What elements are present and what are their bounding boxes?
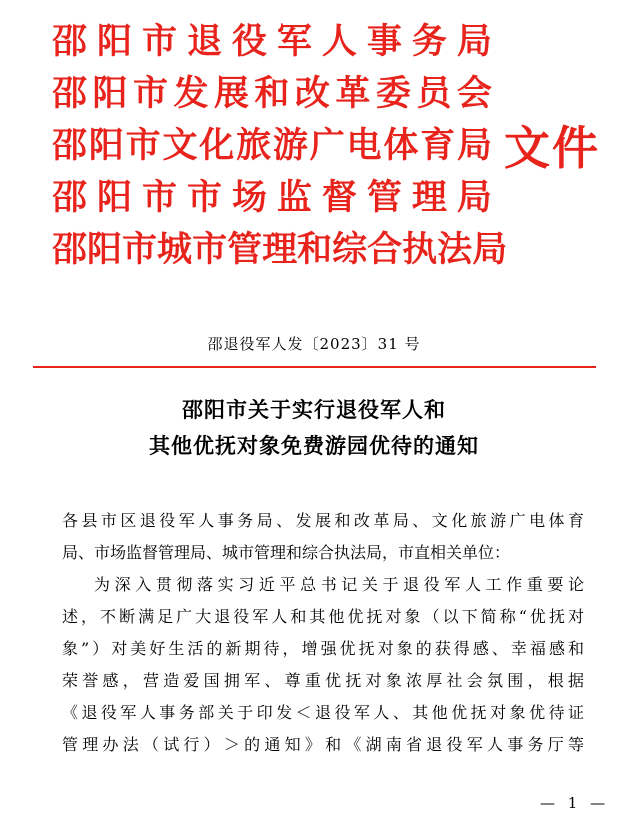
- issuer-culture-tourism: 邵 阳 市 文 化 旅 游 广 电 体 育 局: [52, 125, 492, 166]
- paragraph-line-4: 荣誉感，营造爱国拥军、尊重优抚对象浓厚社会氛围，根据: [62, 671, 584, 690]
- issuing-agencies: [52, 16, 508, 276]
- document-number: 邵退役军人发〔2023〕31 号: [207, 335, 421, 353]
- addressee-line-1: 各县市区退役军人事务局、发展和改革局、文化旅游广电体育: [62, 511, 584, 530]
- addressee-line-2: 局、市场监督管理局、城市管理和综合执法局，市直相关单位：: [62, 543, 511, 562]
- issuer-urban-management: 邵 阳 市 城 市 管 理 和 综 合 执 法 局: [52, 229, 508, 270]
- paragraph-line-2: 述，不断满足广大退役军人和其他优抚对象（以下简称“优抚对: [62, 607, 584, 626]
- title-line-2: 其他优抚对象免费游园优待的通知: [149, 433, 479, 458]
- issuer-veterans-affairs: 邵 阳 市 退 役 军 人 事 务 局: [52, 21, 492, 62]
- paragraph-line-3: 象”）对美好生活的新期待，增强优抚对象的获得感、幸福感和: [62, 639, 584, 658]
- red-divider-line: [33, 366, 596, 368]
- page-number: — 1 —: [540, 794, 610, 812]
- document-type-label: 文件: [504, 121, 600, 175]
- paragraph-line-1: 为深入贯彻落实习近平总书记关于退役军人工作重要论: [94, 575, 584, 594]
- paragraph-line-5: 《退役军人事务部关于印发＜退役军人、其他优抚对象优待证: [62, 703, 584, 722]
- document-title: [0, 392, 628, 464]
- document-body: [62, 505, 584, 761]
- issuer-market-regulation: 邵 阳 市 市 场 监 督 管 理 局: [52, 177, 492, 218]
- issuer-development-reform: 邵 阳 市 发 展 和 改 革 委 员 会: [52, 73, 492, 114]
- title-line-1: 邵阳市关于实行退役军人和: [182, 397, 446, 422]
- paragraph-line-6: 管理办法（试行）＞的通知》和《湖南省退役军人事务厅等: [62, 735, 584, 754]
